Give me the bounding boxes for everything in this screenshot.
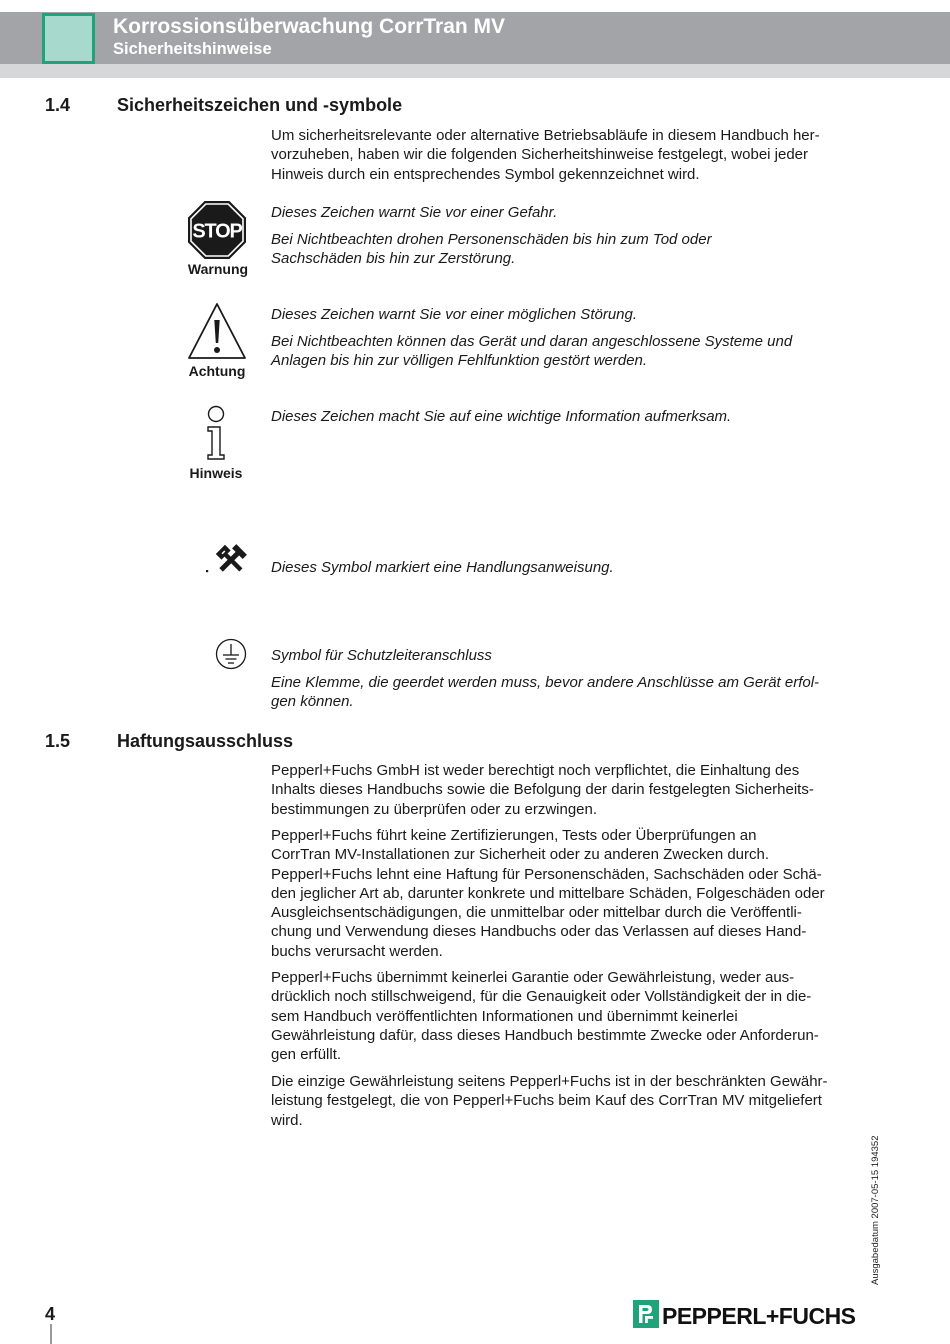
warnung-label: Warnung	[187, 261, 249, 277]
page-divider	[50, 1324, 52, 1344]
warnung-text: Dieses Zeichen warnt Sie vor einer Gefahr.	[271, 204, 558, 221]
disclaimer-paragraph-2: Pepperl+Fuchs führt keine Zertifizierungen, Tests oder Überprüfungen an CorrTran MV-Installationen zur Sicherheit oder zu anderen Zwecken durch. Pepperl+Fuchs lehnt eine Haftung für Personenschäden, Sachschäden oder Schä- den jeglicher Art ab, darunter konkrete und mittelbare Schäden, Folgeschäden oder Ausgleichsentschädigungen, die unmittelbar oder mittelbar durch die Veröffentli- chung und Verwendung dieses Handbuchs oder das Verlassen auf dieses Hand- buchs verursacht werden.	[271, 827, 825, 960]
pepperl-fuchs-logo-icon	[633, 1300, 659, 1328]
hinweis-label: Hinweis	[189, 465, 243, 481]
issue-date-note: Ausgabedatum 2007-05-15 194352	[870, 1135, 881, 1285]
company-logo-text: PEPPERL+FUCHS	[662, 1303, 856, 1329]
warnung-detail: Bei Nichtbeachten drohen Personenschäden bis hin zum Tod oder Sachschäden bis hin zur Zerstörung.	[271, 231, 712, 268]
tools-icon	[204, 544, 248, 576]
disclaimer-paragraph-1: Pepperl+Fuchs GmbH ist weder berechtigt noch verpflichtet, die Einhaltung des Inhalts dieses Handbuchs sowie die Befolgung der darin festgelegten Sicherheits- bestimmungen zu überprüfen oder zu erzwingen.	[271, 762, 814, 818]
page-number: 4	[45, 1304, 56, 1324]
chapter-subtitle: Sicherheitshinweise	[113, 40, 272, 58]
schutzleiter-detail: Eine Klemme, die geerdet werden muss, bevor andere Anschlüsse am Gerät erfol- gen können.	[271, 674, 820, 711]
handlung-text: Dieses Symbol markiert eine Handlungsanweisung.	[271, 559, 614, 576]
protective-earth-icon	[215, 638, 247, 670]
disclaimer-paragraph-4: Die einzige Gewährleistung seitens Pepperl+Fuchs ist in der beschränkten Gewähr- leistung festgelegt, die von Pepperl+Fuchs beim Kauf des CorrTran MV mitgeliefert wird.	[271, 1073, 828, 1129]
disclaimer-paragraph-3: Pepperl+Fuchs übernimmt keinerlei Garantie oder Gewährleistung, weder aus- drücklich noch stillschweigend, für die Genauigkeit oder Vollständigkeit der in die- sem Handbuch veröffentlichten Informationen und übernimmt keinerlei Gewährleistung dafür, dass dieses Handbuch bestimmte Zwecke oder Anforderun- gen erfüllt.	[271, 969, 819, 1064]
section-title: Sicherheitszeichen und -symbole	[117, 95, 403, 115]
achtung-detail: Bei Nichtbeachten können das Gerät und daran angeschlossene Systeme und Anlagen bis hin zur völligen Fehlfunktion gestört werden.	[271, 333, 793, 370]
section-number: 1.4	[45, 95, 71, 115]
intro-paragraph: Um sicherheitsrelevante oder alternative Betriebsabläufe in diesem Handbuch her- vorzuheben, haben wir die folgenden Sicherheitshinweise festgelegt, wobei jeder Hinweis durch ein entsprechendes Symbol gekennzeichnet wird.	[271, 127, 820, 183]
schutzleiter-text: Symbol für Schutzleiteranschluss	[271, 647, 492, 664]
hinweis-text: Dieses Zeichen macht Sie auf eine wichtige Information aufmerksam.	[271, 408, 732, 425]
warning-triangle-icon	[187, 302, 247, 360]
info-icon	[204, 405, 228, 461]
stop-sign-text: STOP	[192, 220, 242, 243]
section-number: 1.5	[45, 731, 71, 751]
achtung-text: Dieses Zeichen warnt Sie vor einer möglichen Störung.	[271, 306, 638, 323]
stop-sign-icon	[187, 200, 247, 260]
document-title: Korrossionsüberwachung CorrTran MV	[113, 15, 506, 38]
achtung-label: Achtung	[188, 363, 246, 379]
chapter-marker	[42, 13, 95, 64]
header-strip	[0, 64, 950, 78]
section-title: Haftungsausschluss	[117, 731, 294, 751]
